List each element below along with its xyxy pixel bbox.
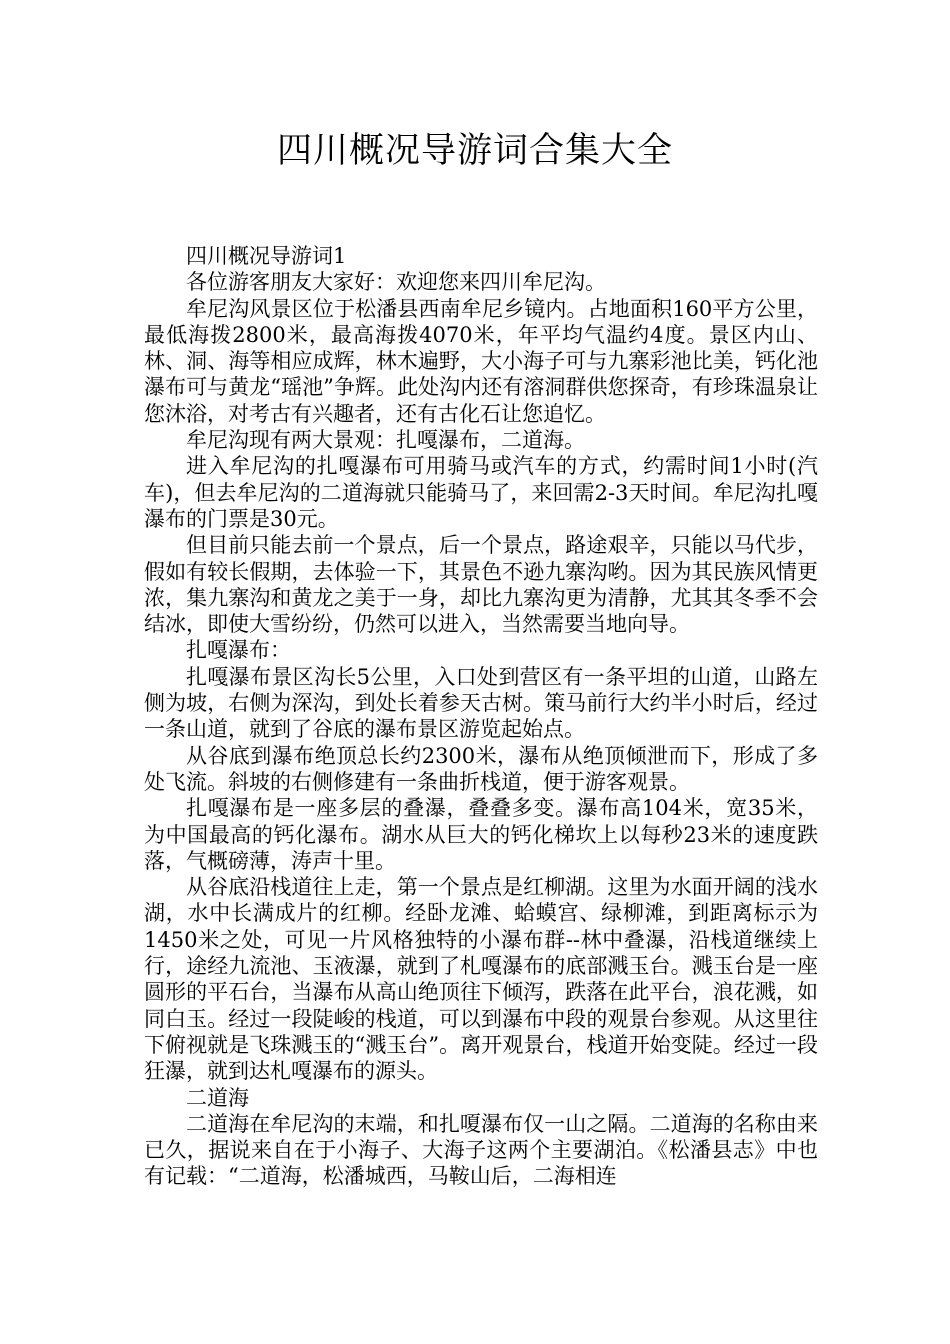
- section-heading: 四川概况导游词1: [186, 244, 347, 268]
- paragraph: 牟尼沟风景区位于松潘县西南牟尼乡镜内。占地面积160平方公里，最低海拨2800米，最高海拨4070米，年平均气温约4度。景区内山、林、洞、海等相应成辉，林木遍野，大小海子可与九寨彩池比美，钙化池瀑布可与黄龙“瑶池”争辉。此处沟内还有溶洞群供您探奇，有珍珠温泉让您沐浴，对考古有兴趣者，还有古化石让您追忆。: [144, 296, 818, 426]
- paragraph: 各位游客朋友大家好：欢迎您来四川牟尼沟。: [186, 270, 606, 295]
- paragraph: 从谷底到瀑布绝顶总长约2300米，瀑布从绝顶倾泄而下，形成了多处飞流。斜坡的右侧修建有一条曲折栈道，便于游客观景。: [144, 743, 818, 794]
- section-heading: 二道海: [186, 1085, 249, 1110]
- document-body: [144, 243, 818, 1190]
- section-heading: 扎嘎瀑布：: [186, 638, 291, 663]
- paragraph: 牟尼沟现有两大景观：扎嘎瀑布，二道海。: [186, 428, 585, 453]
- document-title: 四川概况导游词合集大全: [276, 131, 673, 171]
- paragraph: 扎嘎瀑布景区沟长5公里，入口处到营区有一条平坦的山道，山路左侧为坡，右侧为深沟，到处长着参天古树。策马前行大约半小时后，经过一条山道，就到了谷底的瀑布景区游览起始点。: [144, 664, 818, 742]
- paragraph: 扎嘎瀑布是一座多层的叠瀑，叠叠多变。瀑布高104米，宽35米，为中国最高的钙化瀑布。湖水从巨大的钙化梯坎上以每秒23米的速度跌落，气概磅薄，涛声十里。: [144, 796, 818, 873]
- paragraph: 但目前只能去前一个景点，后一个景点，路途艰辛，只能以马代步，假如有较长假期，去体验一下，其景色不逊九寨沟哟。因为其民族风情更浓，集九寨沟和黄龙之美于一身，却比九寨沟更为清静，尤其其冬季不会结冰，即使大雪纷纷，仍然可以进入，当然需要当地向导。: [144, 533, 818, 637]
- paragraph: 从谷底沿栈道往上走，第一个景点是红柳湖。这里为水面开阔的浅水湖，水中长满成片的红柳。经卧龙滩、蛤蟆宫、绿柳滩，到距离标示为1450米之处，可见一片风格独特的小瀑布群--林中叠瀑，沿栈道继续上行，途经九流池、玉液瀑，就到了札嘎瀑布的底部溅玉台。溅玉台是一座圆形的平石台，当瀑布从高山绝顶往下倾泻，跌落在此平台，浪花溅，如同白玉。经过一段陡峻的栈道，可以到瀑布中段的观景台参观。从这里往下俯视就是飞珠溅玉的“溅玉台”。离开观景台，栈道开始变陡。经过一段狂瀑，就到达札嘎瀑布的源头。: [144, 875, 818, 1084]
- paragraph: 进入牟尼沟的扎嘎瀑布可用骑马或汽车的方式，约需时间1小时(汽车)，但去牟尼沟的二道海就只能骑马了，来回需2-3天时间。牟尼沟扎嘎瀑布的门票是30元。: [144, 454, 818, 531]
- paragraph: 二道海在牟尼沟的末端，和扎嗄瀑布仅一山之隔。二道海的名称由来已久，据说来自在于小海子、大海子这两个主要湖泊。《松潘县志》中也有记载：“二道海，松潘城西，马鞍山后，二海相连: [144, 1111, 818, 1189]
